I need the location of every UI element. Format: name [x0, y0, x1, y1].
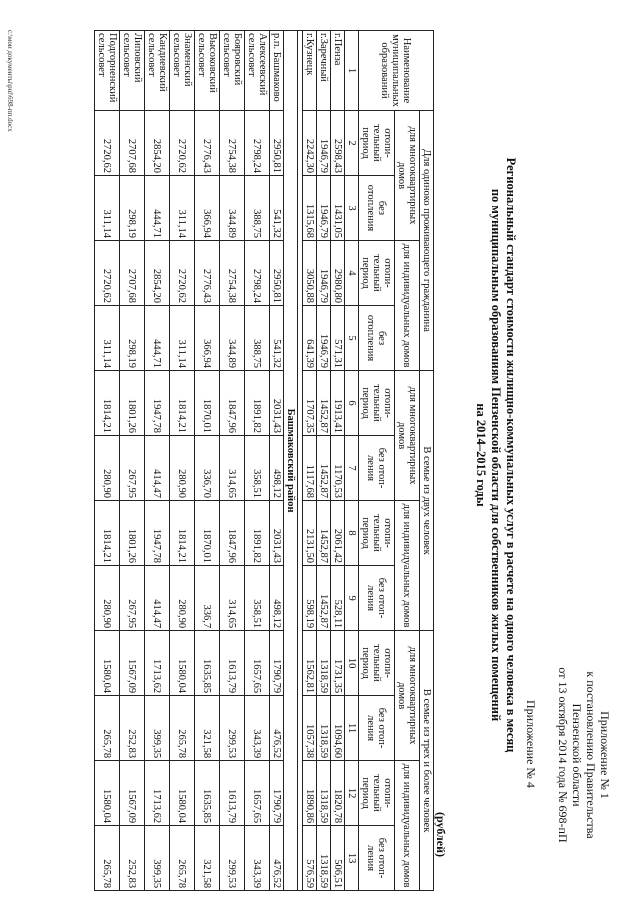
column-index-row [345, 31, 359, 891]
value-cell: 2061,42 [331, 501, 345, 566]
value-cell: 280,90 [170, 566, 195, 631]
value-cell: 1452,87 [317, 371, 331, 436]
header-line: от 13 октября 2014 года № 698-пП [556, 667, 570, 843]
value-cell: 311,14 [95, 176, 120, 241]
value-cell: 2950,81 [270, 111, 284, 176]
value-cell: 3050,88 [303, 241, 317, 306]
table-row [317, 31, 331, 891]
value-cell: 311,14 [170, 306, 195, 371]
value-cell: 336,70 [195, 436, 220, 501]
value-cell: 280,90 [95, 436, 120, 501]
sub-header: без отоп-ления [359, 696, 395, 761]
value-cell: 476,52 [270, 696, 284, 761]
value-cell: 2242,30 [303, 111, 317, 176]
value-cell: 541,32 [270, 306, 284, 371]
table-row [95, 31, 120, 891]
value-cell: 299,53 [220, 826, 245, 891]
separator-cell [298, 31, 303, 891]
value-cell: 1713,62 [145, 761, 170, 826]
value-cell: 1847,96 [220, 371, 245, 436]
value-cell: 576,59 [303, 826, 317, 891]
value-cell: 1820,78 [331, 761, 345, 826]
municipality-name: Липовский сельсовет [120, 31, 145, 111]
value-cell: 1790,79 [270, 631, 284, 696]
value-cell: 1731,35 [331, 631, 345, 696]
value-cell: 1613,79 [220, 761, 245, 826]
subgroup-header: для индивидуальных домов [395, 761, 420, 891]
value-cell: 1452,87 [317, 436, 331, 501]
district-row [284, 31, 298, 891]
value-cell: 1580,04 [170, 631, 195, 696]
value-cell: 1318,59 [317, 631, 331, 696]
subgroup-header: для многоквартирных домов [395, 111, 420, 241]
value-cell: 571,31 [331, 306, 345, 371]
sub-header: без отопления [359, 306, 395, 371]
value-cell: 1318,59 [317, 696, 331, 761]
value-cell: 344,89 [220, 176, 245, 241]
appendix-4-label: Приложение № 4 [524, 700, 538, 788]
value-cell: 388,75 [245, 176, 270, 241]
value-cell: 2031,43 [270, 371, 284, 436]
sub-header: без отоп-ления [359, 566, 395, 631]
value-cell: 311,14 [170, 176, 195, 241]
value-cell: 2598,43 [331, 111, 345, 176]
district-name: Башмаковский район [284, 31, 298, 891]
table-row [145, 31, 170, 891]
value-cell: 1580,04 [95, 761, 120, 826]
municipality-name: г.Пенза [331, 31, 345, 111]
appendix-1-header [556, 640, 612, 870]
value-cell: 1635,85 [195, 631, 220, 696]
value-cell: 314,65 [220, 566, 245, 631]
value-cell: 2720,62 [170, 111, 195, 176]
sub-header: отопи-тельный период [359, 631, 395, 696]
group-header: Для одиноко проживающего гражданина [420, 111, 434, 371]
column-index-cell: 3 [345, 176, 359, 241]
value-cell: 641,39 [303, 306, 317, 371]
value-cell: 2131,50 [303, 501, 317, 566]
value-cell: 1890,86 [303, 761, 317, 826]
value-cell: 1635,85 [195, 761, 220, 826]
value-cell: 1814,21 [95, 371, 120, 436]
value-cell: 1318,59 [317, 826, 331, 891]
column-index-cell: 10 [345, 631, 359, 696]
value-cell: 2720,62 [95, 241, 120, 306]
sub-header: без отоп-ления [359, 436, 395, 501]
value-cell: 528,11 [331, 566, 345, 631]
sub-header: без отопления [359, 176, 395, 241]
column-index-cell: 8 [345, 501, 359, 566]
value-cell: 541,32 [270, 176, 284, 241]
col-header-name: Наименование муниципальных образований [359, 31, 434, 111]
value-cell: 2720,62 [170, 241, 195, 306]
subgroup-header: для многоквартирных домов [395, 631, 420, 761]
municipality-name: Кандиевский сельсовет [145, 31, 170, 111]
header-line: к постановлению Правительства [584, 671, 598, 839]
document-title [473, 60, 518, 850]
header-line: Пензенской области [570, 703, 584, 807]
value-cell: 366,94 [195, 176, 220, 241]
header-line: Приложение № 1 [598, 711, 612, 799]
column-index-cell: 11 [345, 696, 359, 761]
value-cell: 1801,26 [120, 371, 145, 436]
title-line: Региональный стандарт стоимости жилищно-коммунальных услуг в расчете на одного человека в месяц [504, 157, 518, 753]
value-cell: 444,71 [145, 306, 170, 371]
column-index-cell: 4 [345, 241, 359, 306]
value-cell: 1094,60 [331, 696, 345, 761]
value-cell: 1814,21 [170, 371, 195, 436]
sub-header: отопи-тельный период [359, 371, 395, 436]
title-line: на 2014–2015 годы [474, 403, 488, 507]
value-cell: 1947,78 [145, 501, 170, 566]
value-cell: 1870,01 [195, 501, 220, 566]
subgroup-header: для индивидуальных домов [395, 501, 420, 631]
value-cell: 2798,24 [245, 241, 270, 306]
sub-header: без отоп-ления [359, 826, 395, 891]
municipality-name: Подгорненский сельсовет [95, 31, 120, 111]
value-cell: 1567,09 [120, 631, 145, 696]
value-cell: 1790,79 [270, 761, 284, 826]
value-cell: 1891,82 [245, 371, 270, 436]
table-row [270, 31, 284, 891]
group-header: В семье из двух человек [420, 371, 434, 631]
value-cell: 265,78 [170, 696, 195, 761]
value-cell: 280,90 [170, 436, 195, 501]
value-cell: 476,52 [270, 826, 284, 891]
value-cell: 1580,04 [95, 631, 120, 696]
value-cell: 498,12 [270, 436, 284, 501]
value-cell: 1814,21 [95, 501, 120, 566]
standards-table [94, 30, 434, 890]
value-cell: 1452,87 [317, 501, 331, 566]
value-cell: 1613,79 [220, 631, 245, 696]
subgroup-header: для многоквартирных домов [395, 371, 420, 501]
table-row [331, 31, 345, 891]
value-cell: 1947,78 [145, 371, 170, 436]
value-cell: 414,47 [145, 436, 170, 501]
value-cell: 2854,20 [145, 111, 170, 176]
sub-header: отопи-тельный период [359, 761, 395, 826]
municipality-name: Знаменский сельсовет [170, 31, 195, 111]
value-cell: 1946,79 [317, 241, 331, 306]
value-cell: 1707,35 [303, 371, 317, 436]
value-cell: 598,19 [303, 566, 317, 631]
value-cell: 1057,38 [303, 696, 317, 761]
municipality-name: р.п. Башмаково [270, 31, 284, 111]
value-cell: 298,19 [120, 306, 145, 371]
column-index-cell: 7 [345, 436, 359, 501]
value-cell: 1431,05 [331, 176, 345, 241]
municipality-name: г.Кузнецк [303, 31, 317, 111]
value-cell: 2754,38 [220, 111, 245, 176]
value-cell: 299,53 [220, 696, 245, 761]
value-cell: 1562,81 [303, 631, 317, 696]
value-cell: 506,51 [331, 826, 345, 891]
value-cell: 2950,81 [270, 241, 284, 306]
value-cell: 280,90 [95, 566, 120, 631]
title-line: по муниципальным образованиям Пензенской области для собственников жилых помещений [489, 188, 503, 722]
value-cell: 399,35 [145, 826, 170, 891]
value-cell: 444,71 [145, 176, 170, 241]
value-cell: 2776,43 [195, 111, 220, 176]
sub-header: отопи-тельный период [359, 111, 395, 176]
value-cell: 265,78 [95, 696, 120, 761]
value-cell: 1801,26 [120, 501, 145, 566]
unit-label: (рублей) [434, 812, 448, 858]
value-cell: 1657,65 [245, 631, 270, 696]
table-body [95, 31, 359, 891]
value-cell: 314,65 [220, 436, 245, 501]
value-cell: 2707,68 [120, 241, 145, 306]
value-cell: 1946,79 [317, 111, 331, 176]
value-cell: 1657,65 [245, 761, 270, 826]
value-cell: 1170,53 [331, 436, 345, 501]
value-cell: 414,47 [145, 566, 170, 631]
table-row [303, 31, 317, 891]
value-cell: 343,39 [245, 696, 270, 761]
value-cell: 2720,62 [95, 111, 120, 176]
value-cell: 1814,21 [170, 501, 195, 566]
municipality-name: г.Заречный [317, 31, 331, 111]
value-cell: 1452,87 [317, 566, 331, 631]
value-cell: 1946,79 [317, 306, 331, 371]
value-cell: 252,83 [120, 826, 145, 891]
value-cell: 1318,59 [317, 761, 331, 826]
value-cell: 311,14 [95, 306, 120, 371]
value-cell: 336,7 [195, 566, 220, 631]
value-cell: 1891,82 [245, 501, 270, 566]
value-cell: 321,58 [195, 696, 220, 761]
table-row [170, 31, 195, 891]
column-index-cell: 1 [345, 31, 359, 111]
municipality-name: Бояровский сельсовет [220, 31, 245, 111]
value-cell: 358,51 [245, 566, 270, 631]
value-cell: 1580,04 [170, 761, 195, 826]
table-row [220, 31, 245, 891]
value-cell: 2754,38 [220, 241, 245, 306]
value-cell: 267,95 [120, 436, 145, 501]
municipality-name: Высоковский сельсовет [195, 31, 220, 111]
value-cell: 2776,43 [195, 241, 220, 306]
table-row [245, 31, 270, 891]
sub-header: отопи-тельный период [359, 501, 395, 566]
value-cell: 1847,96 [220, 501, 245, 566]
value-cell: 344,89 [220, 306, 245, 371]
column-index-cell: 12 [345, 761, 359, 826]
table-row [120, 31, 145, 891]
value-cell: 2854,20 [145, 241, 170, 306]
value-cell: 1870,01 [195, 371, 220, 436]
value-cell: 267,95 [120, 566, 145, 631]
value-cell: 498,12 [270, 566, 284, 631]
subgroup-header: для индивидуальных домов [395, 241, 420, 371]
value-cell: 343,39 [245, 826, 270, 891]
value-cell: 1117,68 [303, 436, 317, 501]
municipality-name: Алексеевский сельсовет [245, 31, 270, 111]
sub-header: отопи-тельный период [359, 241, 395, 306]
value-cell: 2707,68 [120, 111, 145, 176]
column-index-cell: 5 [345, 306, 359, 371]
file-path-footnote: c:\мои документы\pul\698-пп.docx [6, 30, 14, 132]
value-cell: 321,58 [195, 826, 220, 891]
value-cell: 1315,68 [303, 176, 317, 241]
value-cell: 1567,09 [120, 761, 145, 826]
value-cell: 358,51 [245, 436, 270, 501]
value-cell: 2980,80 [331, 241, 345, 306]
column-index-cell: 13 [345, 826, 359, 891]
value-cell: 399,35 [145, 696, 170, 761]
section-separator [298, 31, 303, 891]
value-cell: 265,78 [95, 826, 120, 891]
value-cell: 1713,62 [145, 631, 170, 696]
value-cell: 1946,79 [317, 176, 331, 241]
value-cell: 252,83 [120, 696, 145, 761]
value-cell: 1913,41 [331, 371, 345, 436]
table-row [195, 31, 220, 891]
value-cell: 366,94 [195, 306, 220, 371]
column-index-cell: 6 [345, 371, 359, 436]
column-index-cell: 2 [345, 111, 359, 176]
value-cell: 2031,43 [270, 501, 284, 566]
column-index-cell: 9 [345, 566, 359, 631]
group-header: В семье из трех и более человек [420, 631, 434, 891]
value-cell: 298,19 [120, 176, 145, 241]
value-cell: 388,75 [245, 306, 270, 371]
value-cell: 2798,24 [245, 111, 270, 176]
value-cell: 265,78 [170, 826, 195, 891]
